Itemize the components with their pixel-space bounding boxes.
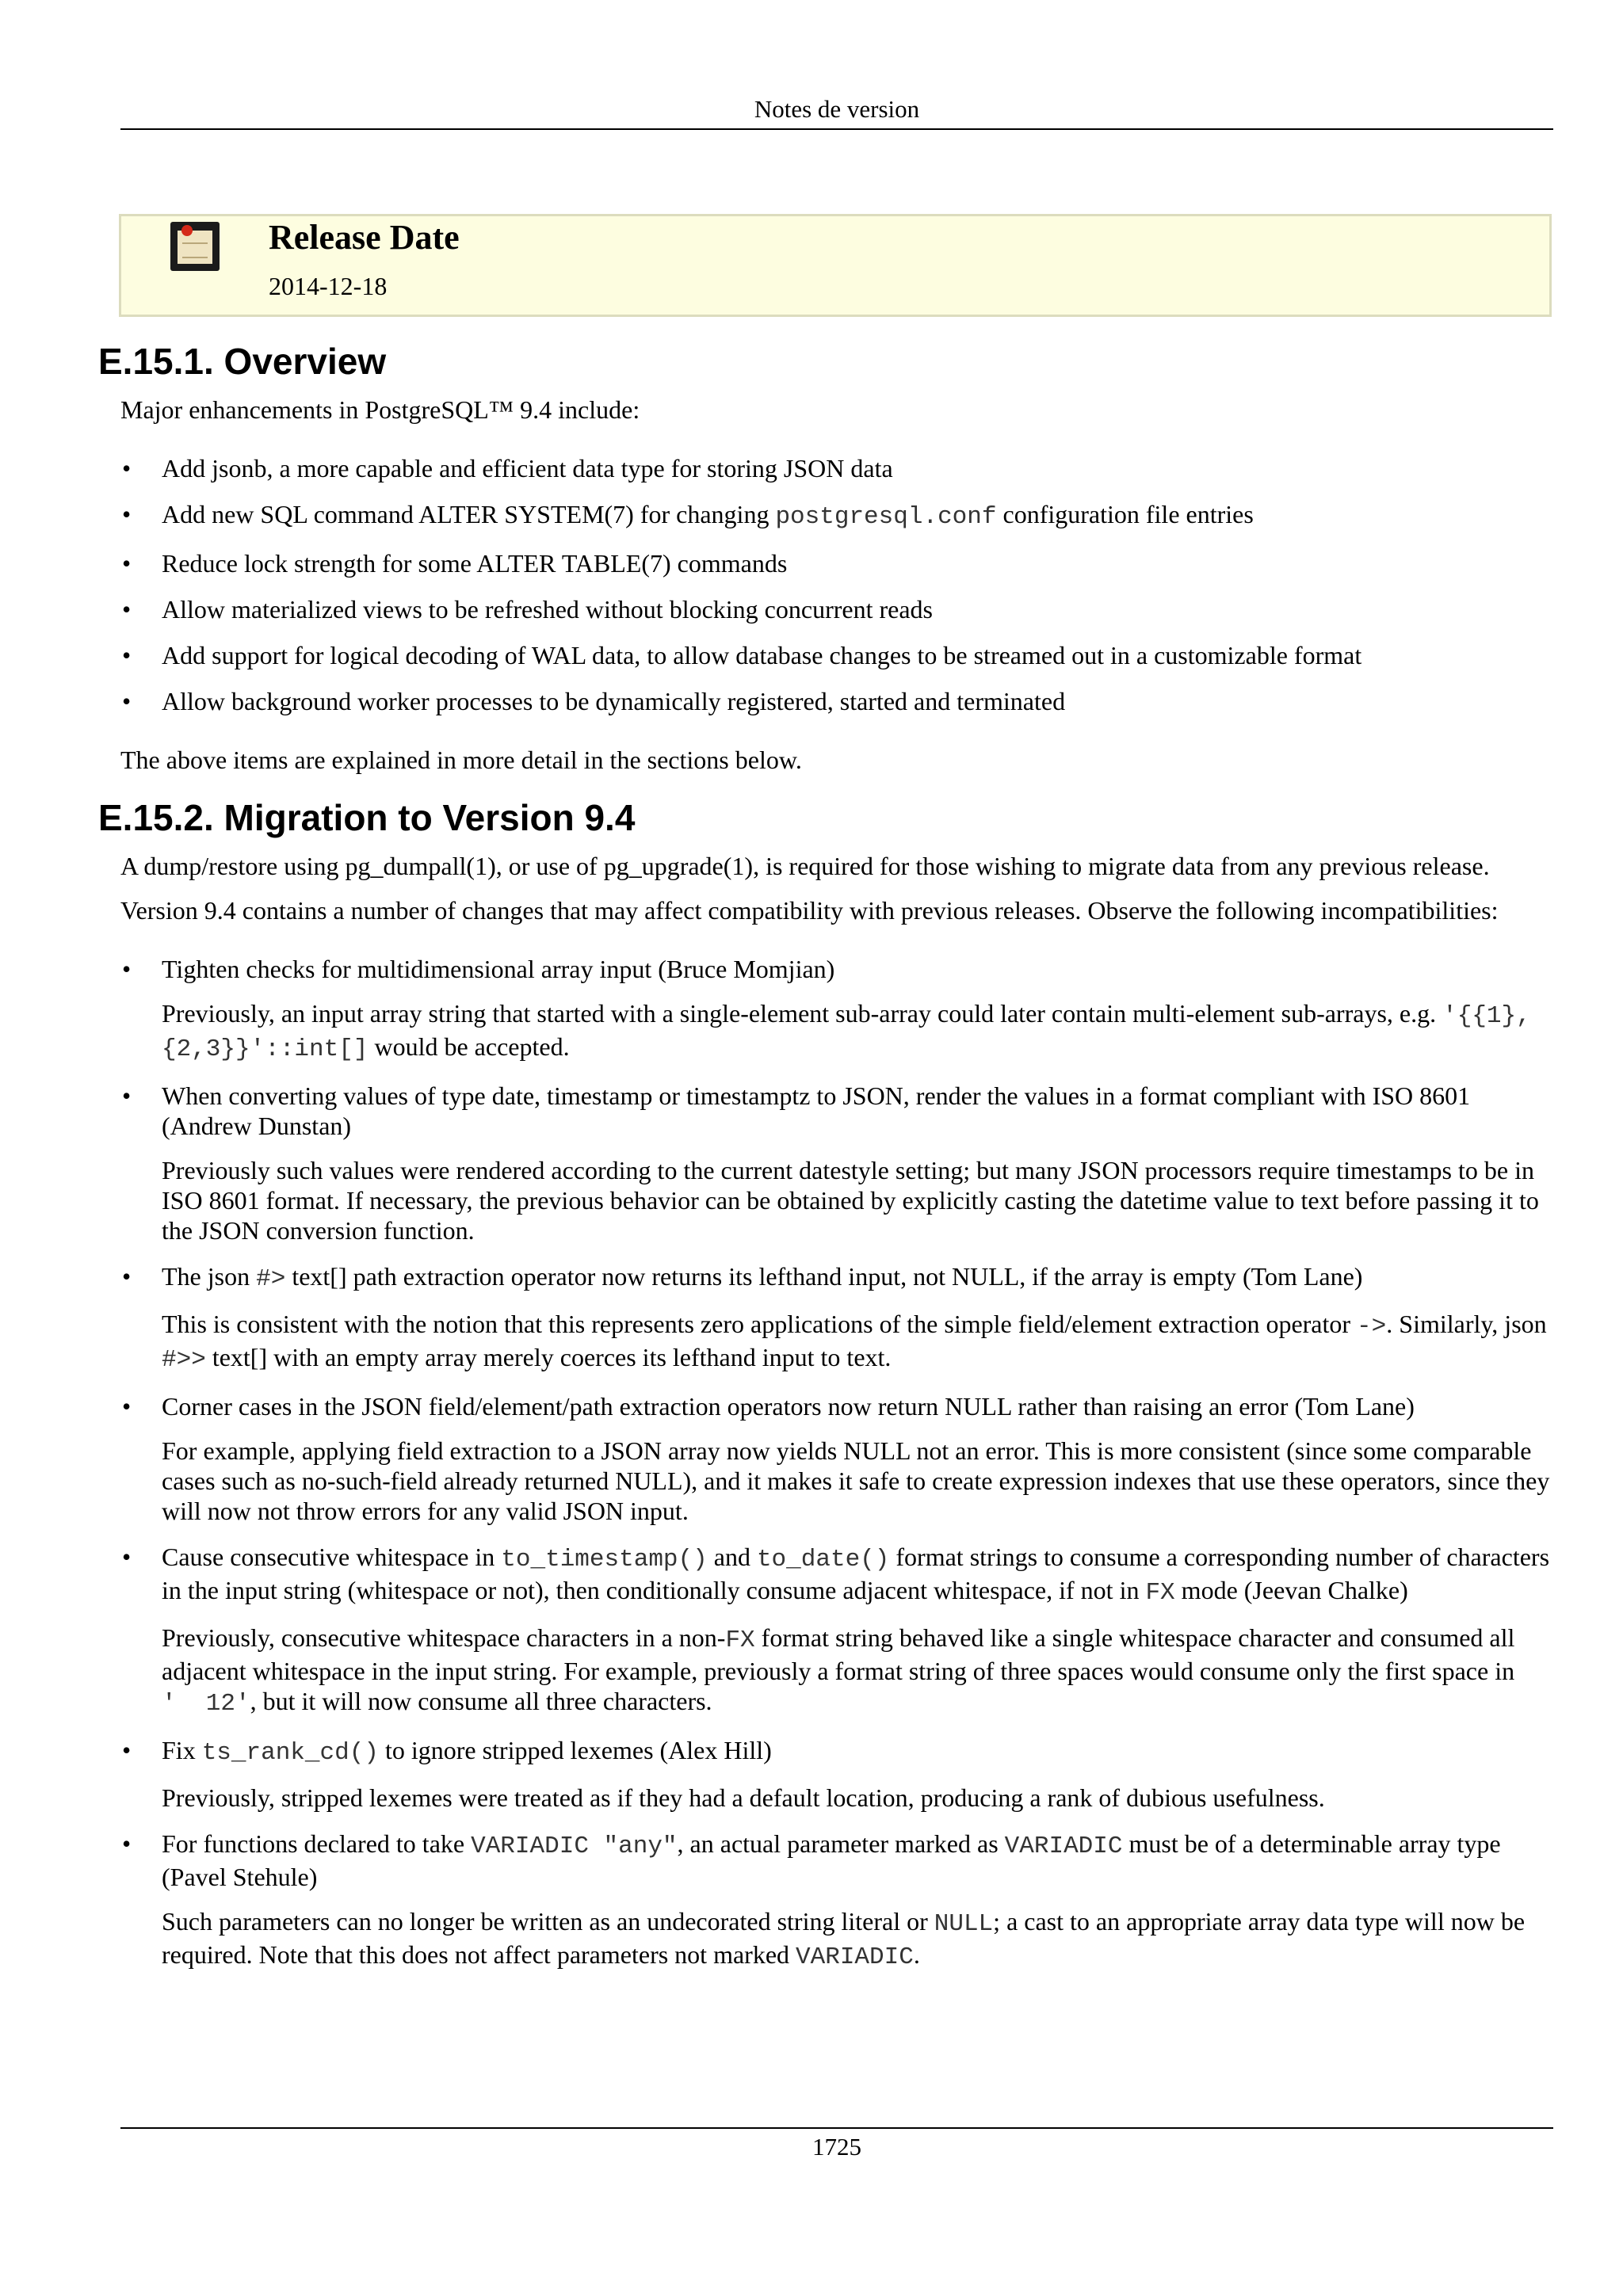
- item-title: , an actual parameter marked as: [677, 1829, 1005, 1858]
- migration-paragraph: Version 9.4 contains a number of changes that may affect compatibility with previous releases. Observe the following incompatibilities:: [120, 896, 1499, 925]
- list-item: [120, 1391, 1553, 1526]
- list-item-text: Allow background worker processes to be dynamically registered, started and terminated: [162, 687, 1066, 715]
- inline-code: to_timestamp(): [501, 1546, 708, 1573]
- inline-code: to_date(): [756, 1546, 890, 1573]
- header-rule: [120, 128, 1553, 130]
- item-title: When converting values of type date, timestamp or timestamptz to JSON, render the values in a format compliant with ISO 8601 (Andrew Dunstan): [162, 1081, 1471, 1140]
- detail-text: , but it will now consume all three characters.: [250, 1687, 712, 1715]
- running-header: Notes de version: [754, 95, 920, 123]
- detail-text: ; a cast to an appropriate array data type will now be required. Note that this does not affect parameters not marked: [162, 1907, 1526, 1969]
- item-title: to ignore stripped lexemes (Alex Hill): [378, 1736, 772, 1764]
- list-item: [120, 499, 1553, 532]
- migration-heading: E.15.2. Migration to Version 9.4: [98, 797, 636, 838]
- inline-code: #>: [256, 1265, 286, 1293]
- item-title: and: [707, 1543, 757, 1571]
- note-lines: [182, 242, 208, 258]
- item-detail: [162, 1623, 1553, 1719]
- item-title: Corner cases in the JSON field/element/path extraction operators now return NULL rather than raising an error (Tom Lane): [162, 1392, 1415, 1421]
- item-detail: Previously, stripped lexemes were treated as if they had a default location, producing a rank of dubious usefulness.: [162, 1783, 1325, 1812]
- inline-code: VARIADIC "any": [471, 1833, 678, 1860]
- list-item: [120, 1081, 1553, 1245]
- overview-intro: Major enhancements in PostgreSQL™ 9.4 include:: [120, 395, 640, 424]
- inline-code: ' 12': [162, 1690, 250, 1718]
- release-date-note: [119, 214, 1552, 317]
- inline-code: postgresql.conf: [775, 503, 997, 531]
- overview-outro: The above items are explained in more detail in the sections below.: [120, 746, 802, 774]
- list-item-text: Add jsonb, a more capable and efficient data type for storing JSON data: [162, 454, 893, 482]
- detail-text: .: [913, 1940, 920, 1969]
- item-title: Tighten checks for multidimensional array input (Bruce Momjian): [162, 955, 835, 983]
- detail-text: Previously, an input array string that started with a single-element sub-array could later contain multi-element sub-arrays, e.g.: [162, 999, 1443, 1028]
- item-title: Cause consecutive whitespace in: [162, 1543, 502, 1571]
- note-title: Release Date: [269, 218, 460, 257]
- list-item-text: Reduce lock strength for some ALTER TABLE(7) commands: [162, 549, 788, 578]
- detail-text: . Similarly, json: [1386, 1310, 1547, 1338]
- note-icon: [170, 222, 220, 271]
- inline-code: ts_rank_cd(): [201, 1739, 379, 1767]
- item-title: format strings to consume a corresponding number of characters in the input string (whitespace or not), then conditionally consume adjacent whitespace, if not in: [162, 1543, 1550, 1604]
- item-detail: [162, 998, 1553, 1065]
- list-item: [120, 1261, 1553, 1375]
- list-item-text: Add new SQL command ALTER SYSTEM(7) for changing: [162, 500, 776, 528]
- overview-heading: E.15.1. Overview: [98, 341, 387, 382]
- footer-rule: [120, 2127, 1553, 2129]
- inline-code: #>>: [162, 1346, 206, 1374]
- inline-code: '{{1}, {2,3}}'::int[]: [162, 1002, 1531, 1063]
- list-item: [120, 453, 1553, 483]
- detail-text: Previously, consecutive whitespace characters in a non-: [162, 1623, 726, 1652]
- inline-code: FX: [1145, 1579, 1175, 1607]
- list-item: [120, 954, 1553, 1065]
- inline-code: NULL: [934, 1910, 994, 1938]
- pin-icon: [181, 225, 193, 236]
- list-item: [120, 686, 1553, 716]
- list-item: [120, 548, 1553, 578]
- detail-text: format string behaved like a single whitespace character and consumed all adjacent whitespace in the input string. For example, previously a format string of three spaces would consume only the first space in: [162, 1623, 1515, 1685]
- inline-code: FX: [725, 1627, 755, 1654]
- item-title: For functions declared to take: [162, 1829, 472, 1858]
- inline-code: VARIADIC: [796, 1943, 914, 1971]
- item-detail: [162, 1309, 1553, 1375]
- list-item: [120, 1542, 1553, 1719]
- item-title: Fix: [162, 1736, 202, 1764]
- item-title: text[] path extraction operator now returns its lefthand input, not NULL, if the array is empty (Tom Lane): [285, 1262, 1363, 1291]
- list-item: [120, 1735, 1553, 1813]
- list-item-text: configuration file entries: [996, 500, 1254, 528]
- incompatibility-list: [120, 954, 1553, 1973]
- list-item-text: Add support for logical decoding of WAL data, to allow database changes to be streamed out in a customizable format: [162, 641, 1362, 669]
- page-number: 1725: [812, 2133, 861, 2161]
- item-title: The json: [162, 1262, 257, 1291]
- list-item: [120, 594, 1553, 624]
- item-title: mode (Jeevan Chalke): [1174, 1576, 1408, 1604]
- list-item: [120, 1829, 1553, 1973]
- item-title: must be of a determinable array type (Pavel Stehule): [162, 1829, 1501, 1891]
- list-item-text: Allow materialized views to be refreshed without blocking concurrent reads: [162, 595, 933, 624]
- migration-paragraph: A dump/restore using pg_dumpall(1), or use of pg_upgrade(1), is required for those wishing to migrate data from any previous release.: [120, 852, 1490, 880]
- detail-text: This is consistent with the notion that this represents zero applications of the simple field/element extraction operator: [162, 1310, 1358, 1338]
- item-detail: [162, 1906, 1553, 1973]
- list-item: [120, 640, 1553, 670]
- inline-code: VARIADIC: [1004, 1833, 1123, 1860]
- item-detail: Previously such values were rendered according to the current datestyle setting; but many JSON processors require timestamps to be in ISO 8601 format. If necessary, the previous behavior can be obtained by explicitly casting the datetime value to text before passing it to the JSON conversion function.: [162, 1156, 1539, 1245]
- detail-text: text[] with an empty array merely coerces its lefthand input to text.: [205, 1343, 892, 1371]
- detail-text: Such parameters can no longer be written as an undecorated string literal or: [162, 1907, 934, 1936]
- main-content: [98, 339, 1553, 1989]
- item-detail: For example, applying field extraction to a JSON array now yields NULL not an error. This is more consistent (since some comparable cases such as no-such-field already returned NULL), and it makes it safe to create expression indexes that use these operators, since they will now not throw errors for any valid JSON input.: [162, 1436, 1550, 1525]
- detail-text: would be accepted.: [368, 1032, 570, 1061]
- overview-list: [120, 453, 1553, 716]
- inline-code: ->: [1357, 1313, 1387, 1341]
- release-date: 2014-12-18: [269, 272, 388, 300]
